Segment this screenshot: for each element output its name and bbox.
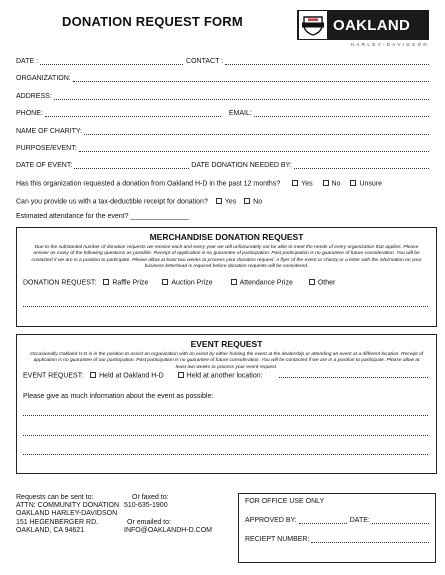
- checkbox-icon: [90, 372, 96, 378]
- address-field[interactable]: [54, 92, 429, 100]
- tax-receipt-question: [16, 198, 262, 206]
- purpose-field[interactable]: [79, 144, 429, 152]
- purpose-label: PURPOSE/EVENT:: [16, 145, 77, 152]
- email-field[interactable]: [254, 109, 429, 117]
- form-title: DONATION REQUEST FORM: [62, 14, 243, 29]
- attendance-question[interactable]: Estimated attendance for the event? _______________: [16, 213, 189, 220]
- held-elsewhere-option[interactable]: Held at another location:: [178, 372, 263, 380]
- event-request-row: [23, 372, 263, 380]
- fax-label: Or faxed to:: [132, 494, 169, 501]
- charity-label: NAME OF CHARITY:: [16, 128, 83, 135]
- purpose-row: [16, 142, 429, 152]
- office-title: FOR OFFICE USE ONLY: [245, 498, 325, 505]
- phone-field[interactable]: [45, 109, 221, 117]
- organization-row: [16, 72, 429, 82]
- checkbox-icon: [231, 279, 237, 285]
- office-date-label: DATE:: [349, 517, 370, 524]
- dealer-logo: [297, 10, 429, 47]
- tax-receipt-yes[interactable]: Yes: [216, 198, 236, 206]
- other-location-field[interactable]: [279, 377, 428, 378]
- logo-subtitle: HARLEY-DAVIDSON: [350, 42, 429, 47]
- checkbox-icon: [292, 180, 298, 186]
- checkbox-icon: [216, 198, 222, 204]
- event-info-line-1[interactable]: [23, 415, 428, 416]
- event-request-label: EVENT REQUEST:: [23, 372, 84, 380]
- charity-row: [16, 125, 429, 135]
- event-info-label: Please give as much information about the event as possible:: [23, 393, 214, 400]
- checkbox-icon: [350, 180, 356, 186]
- approved-row: [245, 517, 429, 524]
- date-label: DATE :: [16, 58, 39, 65]
- sent-to-label: Requests can be sent to:: [16, 494, 94, 501]
- raffle-prize-option[interactable]: Raffle Prize: [103, 279, 148, 287]
- event-info-line-2[interactable]: [23, 435, 428, 436]
- prior-request-question: [16, 180, 382, 188]
- approved-label: APPROVED BY:: [245, 517, 297, 524]
- date-of-event-label: DATE OF EVENT:: [16, 162, 73, 169]
- prior-request-unsure[interactable]: Unsure: [350, 180, 382, 188]
- tax-receipt-no[interactable]: No: [244, 198, 262, 206]
- address-line: OAKLAND HARLEY-DAVIDSON: [16, 510, 118, 518]
- event-dates-row: [16, 159, 429, 169]
- email-label: Or emailed to:: [127, 518, 171, 526]
- email-label: EMAIL:: [228, 110, 252, 117]
- event-section: [16, 334, 437, 474]
- held-at-oakland-option[interactable]: Held at Oakland H-D: [90, 372, 164, 380]
- checkbox-icon: [309, 279, 315, 285]
- fax-number: 510-635-1900: [124, 502, 168, 510]
- date-contact-row: [16, 55, 429, 65]
- other-option[interactable]: Other: [309, 279, 336, 287]
- address-label: ADDRESS:: [16, 93, 52, 100]
- merchandise-notes-line[interactable]: [23, 306, 428, 307]
- prior-request-no[interactable]: No: [323, 180, 341, 188]
- checkbox-icon: [178, 372, 184, 378]
- organization-label: ORGANIZATION:: [16, 75, 71, 82]
- merchandise-section: [16, 227, 437, 327]
- attendance-prize-option[interactable]: Attendance Prize: [231, 279, 293, 287]
- organization-field[interactable]: [73, 74, 429, 82]
- checkbox-icon: [244, 198, 250, 204]
- auction-prize-option[interactable]: Auction Prize: [162, 279, 212, 287]
- tax-receipt-text: Can you provide us with a tax-deductible receipt for donation?: [16, 198, 208, 206]
- receipt-label: RECIEPT NUMBER:: [245, 536, 310, 543]
- event-note: Occasionally Oakland H-D is in the position to assist an organization with an event by either hosting the event at the dealership or attending an event at a different location. Receipt of application is no guarantee of our participation. Past participation is no guarantee of future consideration. You will be contacted if we are in a position to participate. Please allow at least two weeks to process your event request.: [29, 352, 424, 370]
- address-line: 151 HEGENBERGER RD.: [16, 518, 99, 526]
- office-date-field[interactable]: [372, 517, 429, 524]
- receipt-field[interactable]: [311, 536, 429, 543]
- logo-wordmark: OAKLAND: [333, 16, 411, 34]
- address-line: OAKLAND, CA 94621: [16, 526, 85, 534]
- address-line: ATTN: COMMUNITY DONATION: [16, 502, 120, 510]
- checkbox-icon: [103, 279, 109, 285]
- prior-request-yes[interactable]: Yes: [292, 180, 312, 188]
- merchandise-title: MERCHANDISE DONATION REQUEST: [149, 232, 304, 242]
- fax-email-info: [124, 494, 212, 535]
- phone-email-row: [16, 107, 429, 117]
- bar-and-shield-icon: [299, 11, 327, 39]
- contact-field[interactable]: [225, 57, 429, 65]
- mailing-address: [16, 494, 119, 535]
- address-row: [16, 90, 429, 100]
- date-needed-label: DATE DONATION NEEDED BY:: [191, 162, 292, 169]
- donation-request-label: DONATION REQUEST:: [23, 279, 97, 287]
- approved-field[interactable]: [299, 517, 347, 524]
- office-use-box: [238, 493, 436, 563]
- email-address[interactable]: INFO@OAKLANDH-D.COM: [124, 526, 212, 534]
- date-of-event-field[interactable]: [74, 161, 189, 169]
- checkbox-icon: [323, 180, 329, 186]
- donation-request-row: [23, 279, 335, 287]
- contact-label: CONTACT :: [186, 58, 224, 65]
- receipt-row: [245, 536, 429, 543]
- date-needed-field[interactable]: [294, 161, 429, 169]
- phone-label: PHONE:: [16, 110, 43, 117]
- charity-field[interactable]: [84, 127, 429, 135]
- prior-request-text: Has this organization requested a donation from Oakland H-D in the past 12 months?: [16, 180, 281, 188]
- merchandise-note: Due to the substantial number of donation requests we receive each and every year we will unfortunately not be able to meet the needs of every organization that applies. Please answer as many of the following questions as possible. Receipt of application is no guarantee of participation. Past participation is no guarantee of future consideration. You will be contacted if we are in a position to participate. Please allow at least two weeks to process your donation request. A flyer of the event or charity or a letter with the information on your business letterhead is required before donation requests will be considered.: [31, 245, 422, 269]
- checkbox-icon: [162, 279, 168, 285]
- event-info-line-3[interactable]: [23, 454, 428, 455]
- event-title: EVENT REQUEST: [190, 339, 263, 349]
- date-field[interactable]: [40, 57, 183, 65]
